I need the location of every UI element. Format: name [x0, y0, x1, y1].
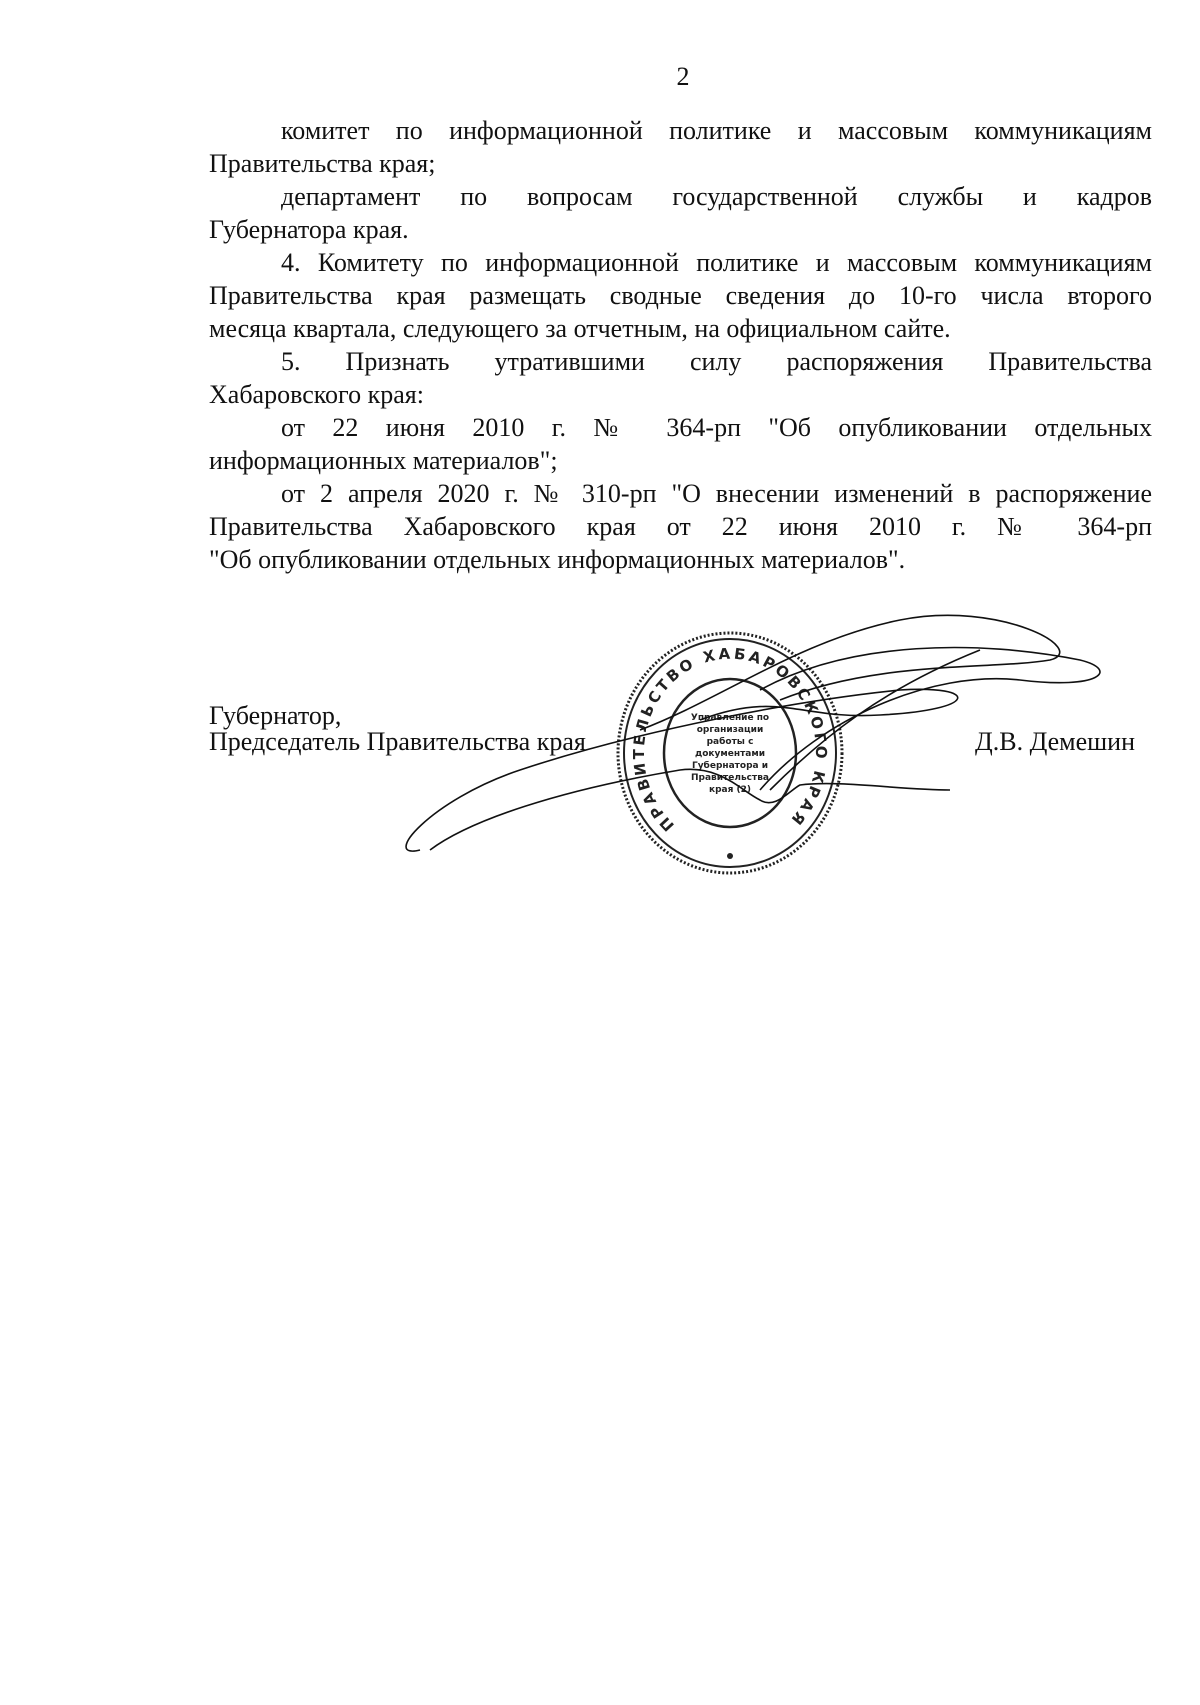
stamp-inner-line: организации [696, 725, 764, 735]
text-line: департамент по вопросам государственной службы и кадров [281, 182, 1152, 211]
official-seal-stamp [610, 628, 850, 878]
stamp-inner-text [691, 713, 769, 795]
signatory-name: Д.В. Демешин [975, 727, 1136, 756]
stamp-inner-line: края (2) [708, 785, 752, 795]
text-line: месяца квартала, следующего за отчетным, на официальном сайте. [209, 314, 951, 343]
signatory-title-line2: Председатель Правительства края [209, 727, 586, 756]
text-line: Правительства края размещать сводные сведения до 10-го числа второго [209, 281, 1152, 310]
paragraph [209, 246, 1152, 345]
paragraph [209, 345, 1152, 411]
text-line: Правительства Хабаровского края от 22 июня 2010 г. № 364-рп [209, 512, 1152, 541]
text-line: 5. Признать утратившими силу распоряжения Правительства [281, 347, 1152, 376]
text-line: Правительства края; [209, 149, 436, 178]
text-line: от 2 апреля 2020 г. № 310-рп "О внесении изменений в распоряжение [281, 479, 1152, 508]
stamp-inner-line: Управление по [690, 713, 770, 723]
stamp-inner-line: работы с [706, 737, 754, 747]
paragraph [209, 411, 1152, 477]
stamp-inner-line: Губернатора и [691, 761, 769, 771]
text-line: информационных материалов"; [209, 446, 558, 475]
text-line: от 22 июня 2010 г. № 364-рп "Об опубликовании отдельных [281, 413, 1152, 442]
paragraph [209, 477, 1152, 576]
text-line: комитет по информационной политике и массовым коммуникациям [281, 116, 1152, 145]
text-line: "Об опубликовании отдельных информационных материалов". [209, 545, 906, 574]
text-line: Губернатора края. [209, 215, 409, 244]
paragraph [209, 114, 1152, 180]
text-line: Хабаровского края: [209, 380, 424, 409]
stamp-inner-line: Правительства [691, 773, 769, 783]
text-line: 4. Комитету по информационной политике и массовым коммуникациям [281, 248, 1152, 277]
paragraph [209, 180, 1152, 246]
stamp-outer-text: ПРАВИТЕЛЬСТВО ХАБАРОВСКОГО КРАЯ [629, 644, 831, 835]
page-number: 2 [676, 62, 690, 91]
stamp-inner-line: документами [694, 749, 766, 759]
document-body [209, 114, 1152, 576]
signatory-title-line1: Губернатор, [209, 701, 342, 730]
